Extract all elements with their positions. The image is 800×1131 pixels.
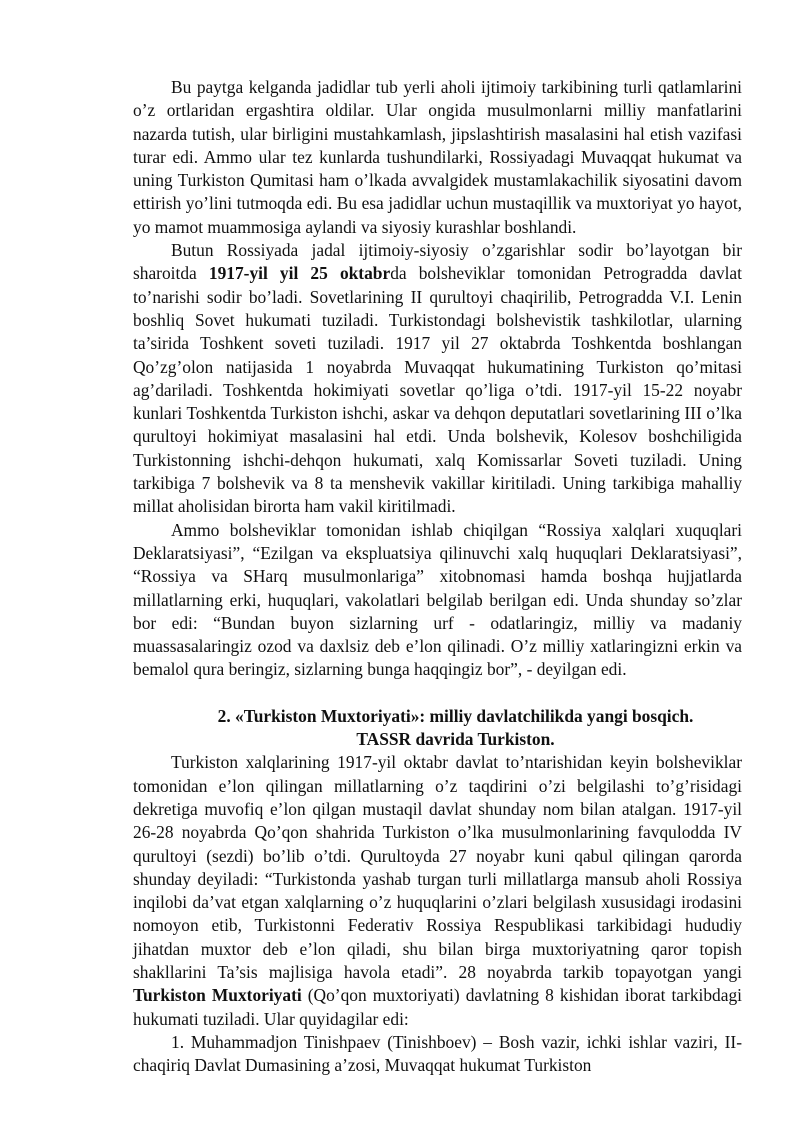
section-heading xyxy=(133,705,742,752)
bold-term: Turkiston Muxtoriyati xyxy=(133,985,302,1006)
text-run: Turkiston xalqlarining 1917-yil oktabr davlat to’ntarishidan keyin bolsheviklar tomonidan e’lon qilingan millatlarning o’z taqdirini o’zi belgilashi to’g’risidagi dekretiga muvofiq e’lon qilgan mustaqil davlat shunday nom bilan atalgan. 1917-yil 26-28 noyabrda Qo’qon shahrida Turkiston o’lka musulmonlarining favqulodda IV qurultoyi (sezdi) bo’lib o’tdi. Qurultoyda 27 noyabr kuni qabul qilingan qarorda shunday deyiladi: “Turkistonda yashab turgan turli millatlarga mansub aholi Rossiya inqilobi da’vat etgan xalqlarning o’z huquqlarini o’zlari belgilash xususidagi irodasini nomoyon etib, Turkistonni Federativ Rossiya Respublikasi tarkibidagi hududiy jihatdan muxtor deb e’lon qiladi, shu bilan birga muxtoriyatning qaror topish shakllarini Ta’sis majlisiga havola etadi”. 28 noyabrda tarkib topayotgan yangi xyxy=(133,752,742,982)
heading-line-1: 2. «Turkiston Muxtoriyati»: milliy davlatchilikda yangi bosqich. xyxy=(217,705,694,726)
paragraph-jadidlar: Bu paytga kelganda jadidlar tub yerli aholi ijtimoiy tarkibining turli qatlamlarini o’z ortlaridan ergashtira oldilar. Ular ongida musulmonlarni milliy manfatlarini nazarda tutish, ular birligini mustahkamlash, jipslashtirish masalasini hal etish vazifasi turar edi. Ammo ular tez kunlarda tushundilarki, Rossiyadagi Muvaqqat hukumat va uning Turkiston Qumitasi ham o’lkada avvalgidek mustamlakachilik siyosatini davom ettirish yo’lini tutmoqda edi. Bu esa jadidlar uchun mustaqillik va muxtoriyat yo hayot, yo mamot muammosiga aylandi va siyosiy kurashlar boshlandi. xyxy=(133,77,742,237)
heading-line-2: TASSR davrida Turkiston. xyxy=(356,729,555,750)
spacer xyxy=(133,682,742,705)
text-run: (Qo’qon muxtoriyati) davlatning 8 kishidan iborat tarkibdagi hukumati tuziladi. Ular quyidagilar edi: xyxy=(133,985,742,1029)
bold-date: 1917-yil yil 25 oktabr xyxy=(208,263,391,284)
paragraph-declarations: Ammo bolsheviklar tomonidan ishlab chiqilgan “Rossiya xalqlari xuquqlari Deklaratsiyasi”, “Ezilgan va ekspluatsiya qilinuvchi xalq huquqlari Deklaratsiyasi”, “Rossiya va SHarq musulmonlariga” xitobnomasi hamda boshqa hujjatlarda millatlarning erki, huquqlari, vakolatlari belgilab berilgan edi. Unda shunday so’zlar bor edi: “Bundan buyon sizlarning urf - odatlaringiz, milliy va madaniy muassasalaringiz ozod va daxlsiz deb e’lon qilinadi. O’z milliy xatlaringizni erkin va bemalol qura beringiz, sizlarning bunga haqqingiz bor”, - deyilgan edi. xyxy=(133,519,742,680)
paragraph-list-item-1: 1. Muhammadjon Tinishpaev (Tinishboev) – Bosh vazir, ichki ishlar vaziri, II-chaqiriq Davlat Dumasining a’zosi, Muvaqqat hukumat Turkiston xyxy=(133,1031,742,1076)
text-run: Butun Rossiyada jadal ijtimoiy-siyosiy o’zgarishlar sodir bo’layotgan bir sharoitda xyxy=(133,240,742,284)
paragraph-turkiston-muxtoriyati xyxy=(133,751,742,1031)
text-run: da bolsheviklar tomonidan Petrogradda davlat to’narishi sodir bo’ladi. Sovetlarining II qurultoyi chaqirilib, Petrogradda V.I. Lenin boshliq Sovet hukumati tuziladi. Turkistondagi bolshevistik tashkilotlar, ularning ta’sirida Toshkent soveti tuziladi. 1917 yil 27 oktabrda Toshkentda boshlangan Qo’zg’olon natijasida 1 noyabrda Muvaqqat hukumatining Turkiston qo’mitasi ag’dariladi. Toshkentda hokimiyati sovetlar qo’liga o’tdi. 1917-yil 15-22 noyabr kunlari Toshkentda Turkiston ishchi, askar va dehqon deputatlari sovetlarining III o’lka qurultoyi hokimiyat masalasini hal etdi. Unda bolshevik, Kolesov boshchiligida Turkistonning ishchi-dehqon hukumati, xalq Komissarlar Soveti tuziladi. Uning tarkibiga 7 bolshevik va 8 ta menshevik vakillar kiritiladi. Uning tarkibiga mahalliy millat aholisidan birorta ham vakil kiritilmadi. xyxy=(133,263,742,517)
paragraph-october-revolution xyxy=(133,239,742,519)
